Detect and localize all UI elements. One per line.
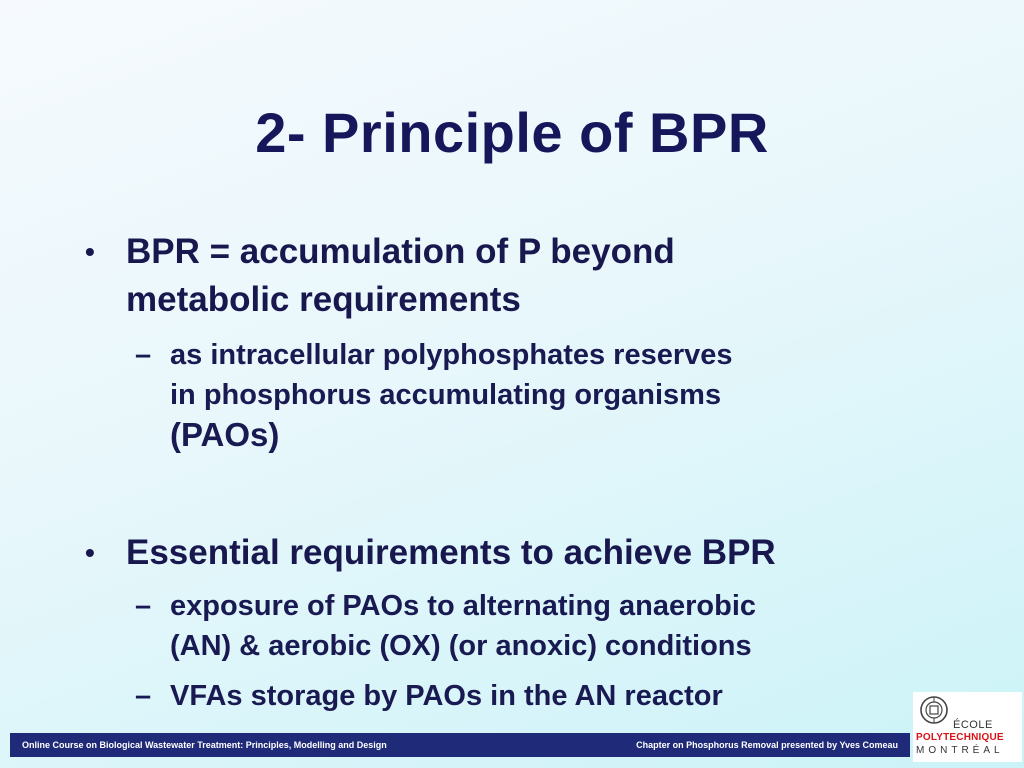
dash-icon: – (135, 680, 152, 712)
logo-ecole-text: ÉCOLE (953, 719, 993, 731)
sub-bullet-line: (PAOs) (170, 416, 280, 453)
dash-icon: – (135, 590, 152, 622)
bullet-essential-requirements (85, 529, 776, 577)
logo-polytechnique-text: POLYTECHNIQUE (916, 732, 1004, 743)
slide-title: 2- Principle of BPR (255, 101, 769, 164)
footer-course-title: Online Course on Biological Wastewater Treatment: Principles, Modelling and Design (22, 740, 387, 750)
bullet-dot-icon: • (85, 537, 95, 568)
sub-bullet-vfas-storage (135, 676, 723, 716)
sub-bullet-line: exposure of PAOs to alternating anaerobic (170, 590, 757, 622)
seal-icon (919, 695, 949, 725)
footer-bar (10, 733, 910, 757)
sub-bullet-line: in phosphorus accumulating organisms (170, 379, 722, 411)
polytechnique-logo (913, 692, 1022, 762)
bullet-line: Essential requirements to achieve BPR (126, 533, 776, 572)
bullet-bpr-definition (85, 228, 675, 324)
dash-icon: – (135, 339, 152, 371)
sub-bullet-polyphosphates (135, 335, 733, 455)
sub-bullet-line: as intracellular polyphosphates reserves (170, 339, 733, 371)
sub-bullet-line: VFAs storage by PAOs in the AN reactor (170, 680, 723, 712)
bullet-line: BPR = accumulation of P beyond (126, 232, 675, 271)
sub-bullet-alternating-conditions (135, 586, 756, 666)
bullet-line: metabolic requirements (126, 280, 521, 319)
sub-bullet-line: (AN) & aerobic (OX) (or anoxic) conditions (170, 630, 752, 662)
bullet-dot-icon: • (85, 236, 95, 267)
footer-chapter-credit: Chapter on Phosphorus Removal presented by Yves Comeau (636, 740, 898, 750)
logo-montreal-text: MONTRÉAL (916, 745, 1004, 756)
